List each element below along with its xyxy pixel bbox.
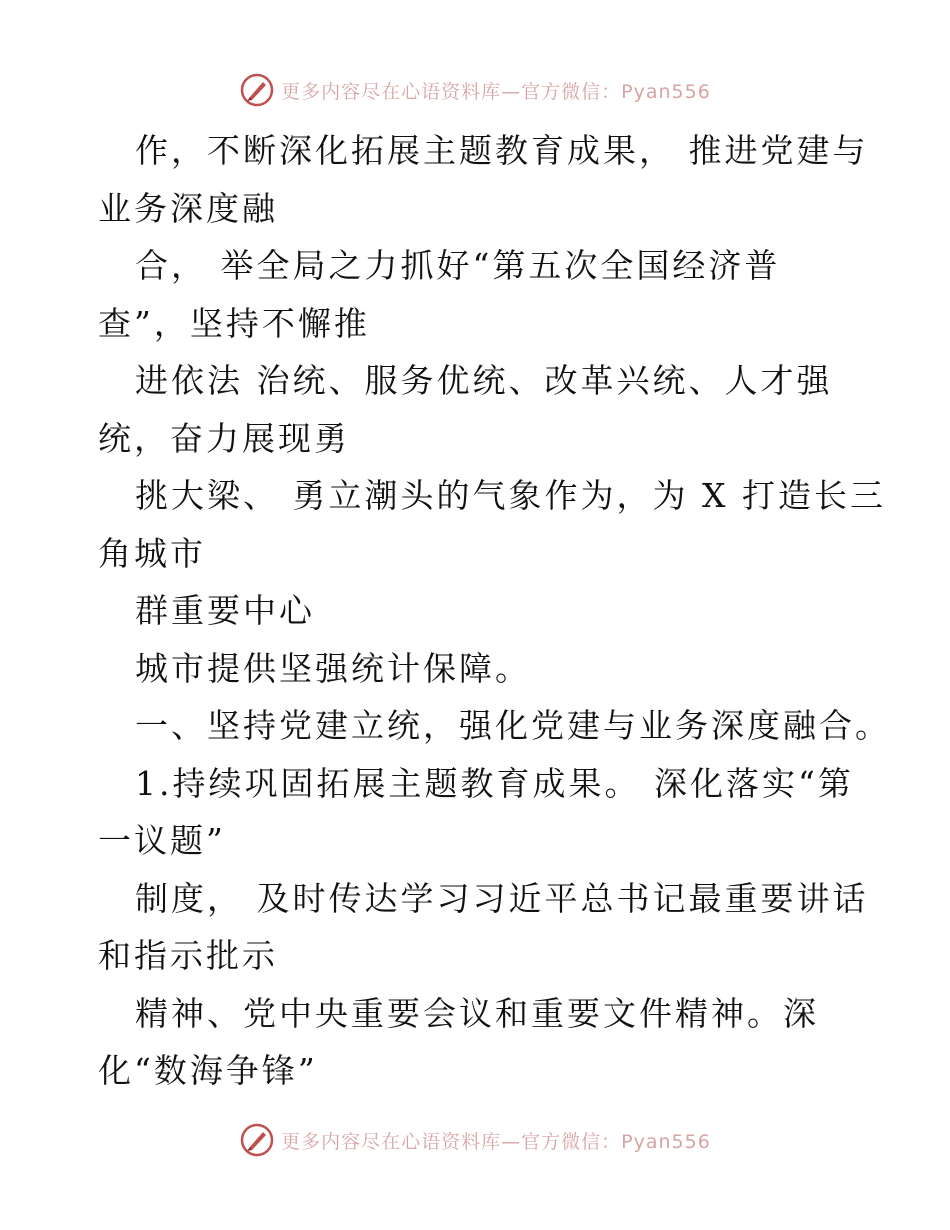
text-line: 合， 举全局之力抓好“第五次全国经济普	[135, 246, 781, 285]
footer-watermark	[0, 1122, 950, 1158]
header-watermark	[0, 72, 950, 108]
document-body	[98, 122, 891, 1100]
text-line: 群重要中心	[135, 591, 315, 630]
text-line: 一议题”	[98, 821, 226, 860]
text-line: 1.持续巩固拓展主题教育成果。 深化落实“第	[135, 763, 854, 803]
text-line: 挑大梁、 勇立潮头的气象作为，为 X 打造长三	[135, 476, 886, 515]
text-line: 一、坚持党建立统，强化党建与业务深度融合。	[135, 706, 891, 745]
text-line: 统，奋力展现勇	[98, 418, 350, 458]
watermark-text: 更多内容尽在心语资料库—官方微信：Pyan556	[281, 1130, 711, 1153]
text-line: 作，不断深化拓展主题教育成果， 推进党建与	[135, 131, 869, 170]
text-line: 制度， 及时传达学习习近平总书记最重要讲话	[135, 878, 869, 918]
writing-brush-logo-icon	[239, 1122, 275, 1158]
text-line: 角城市	[98, 533, 206, 573]
text-line: 查”，坚持不懈推	[98, 303, 370, 343]
text-line: 精神、党中央重要会议和重要文件精神。深	[135, 993, 819, 1033]
text-line: 化“数海争锋”	[98, 1051, 318, 1090]
writing-brush-logo-icon	[239, 72, 275, 108]
text-line: 业务深度融	[98, 188, 278, 228]
text-line: 和指示批示	[98, 936, 278, 975]
text-line: 进依法 治统、服务优统、改革兴统、人才强	[135, 361, 833, 400]
watermark-text: 更多内容尽在心语资料库—官方微信：Pyan556	[281, 80, 711, 103]
text-line: 城市提供坚强统计保障。	[135, 648, 531, 688]
